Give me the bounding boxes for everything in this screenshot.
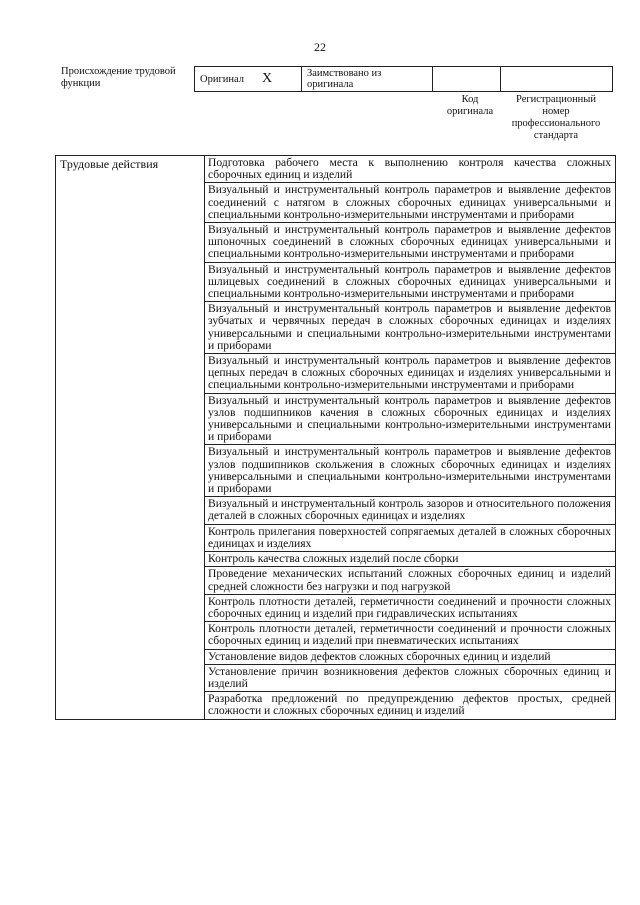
reg-number-label: Регистрационный номер профессионального стандарта	[511, 94, 601, 141]
labor-action-item: Проведение механических испытаний сложных сборочных единиц и изделий средней сложности без нагрузки и под нагрузкой	[205, 567, 616, 594]
labor-action-item: Контроль плотности деталей, герметичности соединений и прочности сложных сборочных единиц и изделий при пневматических испытаниях	[205, 622, 616, 649]
labor-action-item: Визуальный и инструментальный контроль параметров и выявление дефектов узлов подшипников качения в сложных сборочных единицах и изделиях универсальными и специальными контрольно-измерительными инструментами и приборами	[205, 393, 616, 445]
origin-label: Происхождение трудовой функции	[61, 66, 176, 89]
labor-action-item: Визуальный и инструментальный контроль параметров и выявление дефектов узлов подшипников скольжения в сложных сборочных единицах и изделиях универсальными и специальными контрольно-измерительными инструментами и приборами	[205, 445, 616, 497]
labor-action-item: Разработка предложений по предупреждению дефектов простых, средней сложности и сложных сборочных единиц и изделий	[205, 692, 616, 719]
labor-action-item: Установление видов дефектов сложных сборочных единиц и изделий	[205, 649, 616, 664]
labor-action-item: Визуальный и инструментальный контроль параметров и выявление дефектов цепных передач в сложных сборочных единицах и изделиях универсальными и специальными контрольно-измерительными инструментами и приборами	[205, 354, 616, 394]
reg-number-cell	[501, 67, 613, 92]
borrowed-cell: Заимствовано из оригинала	[302, 67, 433, 92]
page-number: 22	[314, 40, 326, 54]
labor-action-item: Визуальный и инструментальный контроль параметров и выявление дефектов шлицевых соединений в сложных сборочных единицах универсальными и специальными контрольно-измерительными инструментами и приборами	[205, 262, 616, 302]
labor-action-item: Визуальный и инструментальный контроль параметров и выявление дефектов соединений с натягом в сложных сборочных единицах универсальными и специальными контрольно-измерительными инструментами и приборами	[205, 183, 616, 223]
labor-action-item: Контроль качества сложных изделий после сборки	[205, 552, 616, 567]
labor-action-item: Контроль плотности деталей, герметичности соединений и прочности сложных сборочных единиц и изделий при гидравлических испытаниях	[205, 594, 616, 621]
labor-action-item: Подготовка рабочего места к выполнению контроля качества сложных сборочных единиц и изделий	[205, 156, 616, 183]
original-mark: X	[262, 71, 273, 86]
labor-actions-label: Трудовые действия	[56, 156, 205, 720]
table-row	[56, 156, 616, 183]
labor-action-item: Визуальный и инструментальный контроль зазоров и относительного положения деталей в сложных сборочных единицах и изделиях	[205, 497, 616, 524]
labor-action-item: Установление причин возникновения дефектов сложных сборочных единиц и изделий	[205, 664, 616, 691]
original-label: Оригинал	[200, 74, 244, 85]
labor-action-item: Визуальный и инструментальный контроль параметров и выявление дефектов зубчатых и червячных передач в сложных сборочных единицах и изделиях универсальными и специальными контрольно-измерительными инструментами и приборами	[205, 302, 616, 354]
original-cell	[195, 67, 302, 92]
code-label: Код оригинала	[446, 94, 494, 117]
origin-table	[194, 66, 613, 92]
labor-actions-table	[55, 155, 616, 720]
code-cell	[433, 67, 501, 92]
labor-action-item: Контроль прилегания поверхностей сопрягаемых деталей в сложных сборочных единицах и изделиях	[205, 524, 616, 551]
labor-action-item: Визуальный и инструментальный контроль параметров и выявление дефектов шпоночных соединений в сложных сборочных единицах универсальными и специальными контрольно-измерительными инструментами и приборами	[205, 223, 616, 263]
